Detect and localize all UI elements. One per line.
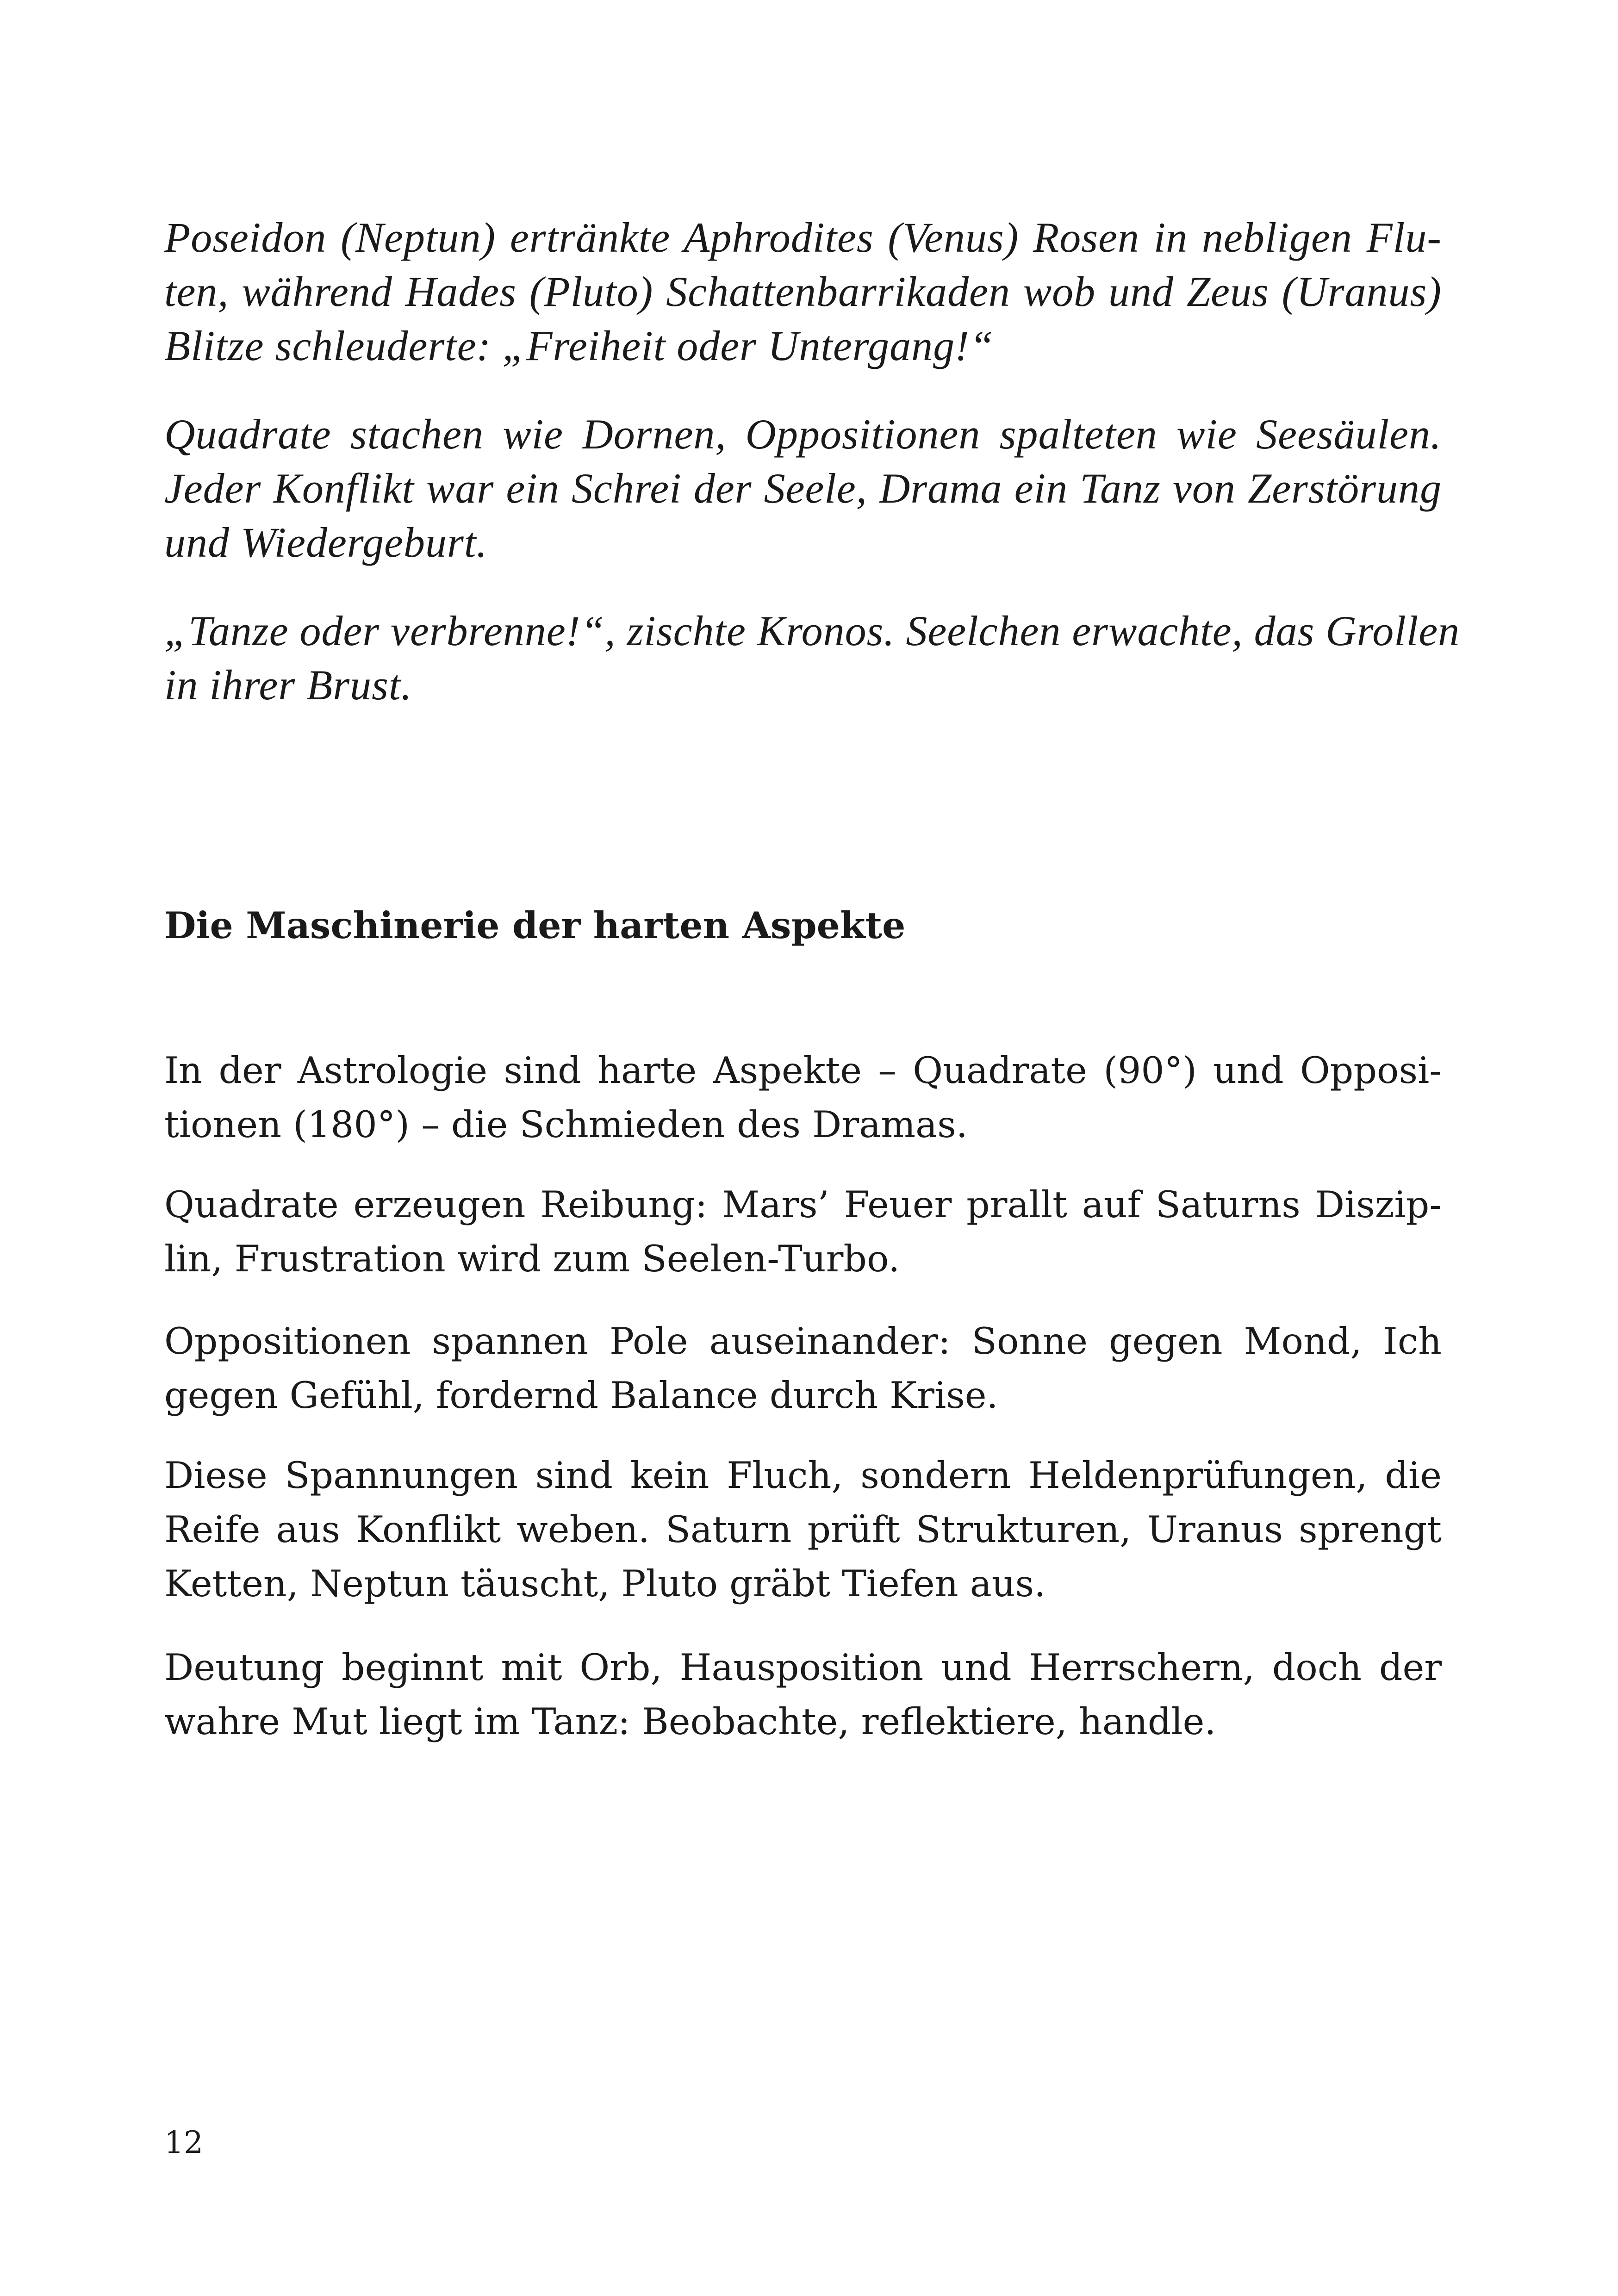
- body-paragraph-3: [164, 1314, 1442, 1423]
- body-paragraph-4: [164, 1449, 1442, 1611]
- text-line: wahre Mut liegt im Tanz: Beobachte, reflektiere, handle.: [164, 1700, 1216, 1743]
- section-heading: Die Maschinerie der harten Aspekte: [164, 904, 906, 947]
- page-number: 12: [164, 2125, 203, 2160]
- text-line: Quadrate stachen wie Dornen, Oppositionen spalteten wie Seesäulen.: [164, 411, 1442, 458]
- text-line: Poseidon (Neptun) ertränkte Aphrodites (Venus) Rosen in nebligen Flu-: [164, 214, 1442, 261]
- body-paragraph-5: [164, 1641, 1442, 1749]
- text-line: Deutung beginnt mit Orb, Hausposition und Herrschern, doch der: [164, 1646, 1442, 1689]
- text-line: Reife aus Konflikt weben. Saturn prüft Strukturen, Uranus sprengt: [164, 1508, 1442, 1551]
- text-line: Jeder Konflikt war ein Schrei der Seele, Drama ein Tanz von Zerstörung: [164, 465, 1442, 512]
- italic-paragraph-3: [164, 604, 1460, 712]
- text-line: ten, während Hades (Pluto) Schattenbarrikaden wob und Zeus (Uranus): [164, 268, 1442, 315]
- text-line: Quadrate erzeugen Reibung: Mars’ Feuer prallt auf Saturns Diszip-: [164, 1183, 1442, 1226]
- text-line: Ketten, Neptun täuscht, Pluto gräbt Tiefen aus.: [164, 1562, 1046, 1605]
- text-line: gegen Gefühl, fordernd Balance durch Krise.: [164, 1374, 998, 1417]
- text-line: Blitze schleuderte: „Freiheit oder Untergang!“: [164, 322, 994, 369]
- text-line: „Tanze oder verbrenne!“, zischte Kronos. Seelchen erwachte, das Grollen: [164, 607, 1460, 654]
- body-paragraph-1: [164, 1044, 1442, 1152]
- text-line: in ihrer Brust.: [164, 661, 412, 709]
- italic-paragraph-2: [164, 407, 1442, 570]
- text-line: tionen (180°) – die Schmieden des Dramas.: [164, 1103, 968, 1146]
- body-paragraph-2: [164, 1178, 1442, 1286]
- text-line: Oppositionen spannen Pole auseinander: Sonne gegen Mond, Ich: [164, 1320, 1442, 1363]
- text-line: Diese Spannungen sind kein Fluch, sondern Heldenprüfungen, die: [164, 1454, 1442, 1497]
- italic-paragraph-1: [164, 211, 1442, 373]
- text-line: und Wiedergeburt.: [164, 519, 488, 566]
- text-line: In der Astrologie sind harte Aspekte – Quadrate (90°) und Opposi-: [164, 1049, 1442, 1092]
- text-line: lin, Frustration wird zum Seelen-Turbo.: [164, 1238, 900, 1280]
